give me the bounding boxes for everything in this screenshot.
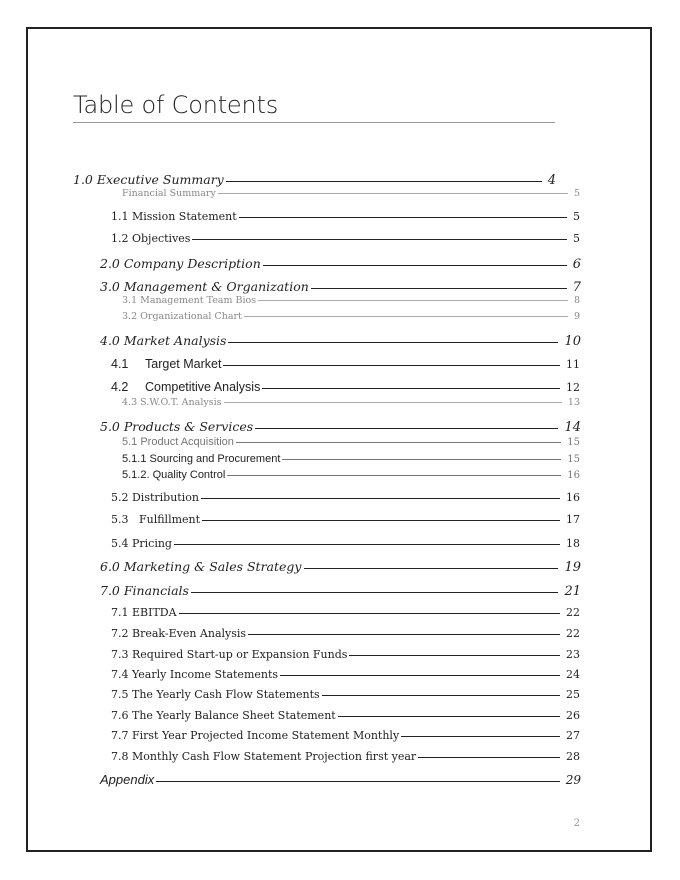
- toc-entry-page: 15: [567, 437, 580, 448]
- toc-entry-distribution[interactable]: [111, 491, 580, 511]
- dot-leader: [280, 675, 560, 676]
- dot-leader: [224, 402, 562, 403]
- toc-entry-label: 7.6 The Yearly Balance Sheet Statement: [111, 709, 336, 722]
- toc-entry-page: 7: [572, 280, 581, 295]
- toc-entry-page: 19: [564, 560, 581, 575]
- toc-entry-label: 7.7 First Year Projected Income Statement Monthly: [111, 729, 400, 742]
- toc-entry-label: 7.1 EBITDA: [111, 606, 177, 619]
- toc-entry-page: 16: [566, 491, 580, 504]
- toc-entry-label: 5.1.1 Sourcing and Procurement: [122, 453, 281, 465]
- dot-leader: [349, 655, 560, 656]
- toc-entry-monthly-cash-flow[interactable]: [111, 750, 580, 770]
- dot-leader: [255, 428, 558, 429]
- dot-leader: [263, 265, 567, 266]
- toc-entry-page: 21: [564, 584, 581, 599]
- toc-entry-label: Appendix: [100, 772, 155, 787]
- toc-entry-page: 15: [567, 454, 580, 465]
- toc-entry-page: 27: [566, 729, 580, 742]
- toc-entry-page: 18: [566, 537, 580, 550]
- dot-leader: [262, 388, 560, 389]
- dot-leader: [191, 592, 559, 593]
- toc-entry-yearly-income[interactable]: [111, 668, 580, 688]
- toc-entry-number: 4.2: [111, 380, 129, 394]
- dot-leader: [322, 695, 560, 696]
- dot-leader: [156, 781, 560, 782]
- toc-entry-label: 3.0 Management & Organization: [100, 279, 309, 294]
- toc-entry-label: 2.0 Company Description: [100, 256, 261, 271]
- dot-leader: [239, 217, 567, 218]
- toc-entry-company-description[interactable]: [100, 256, 581, 276]
- toc-entry-page: 9: [573, 311, 580, 322]
- dot-leader: [192, 239, 567, 240]
- toc-entry-page: 10: [564, 334, 581, 349]
- dot-leader: [226, 181, 542, 182]
- toc-entry-page: 16: [567, 470, 580, 481]
- toc-entry-balance-sheet[interactable]: [111, 709, 580, 729]
- toc-entry-page: 26: [566, 709, 580, 722]
- dot-leader: [338, 716, 560, 717]
- toc-entry-financials[interactable]: [100, 583, 581, 603]
- toc-entry-page: 17: [566, 513, 580, 526]
- toc-entry-startup-funds[interactable]: [111, 648, 580, 668]
- dot-leader: [248, 634, 560, 635]
- toc-entry-label: 4.0 Market Analysis: [100, 333, 227, 348]
- toc-entry-projected-income[interactable]: [111, 729, 580, 749]
- toc-entry-label: 7.3 Required Start-up or Expansion Funds: [111, 648, 348, 661]
- toc-entry-organizational-chart[interactable]: [122, 311, 580, 331]
- dot-leader: [401, 736, 560, 737]
- toc-entry-page: 5: [573, 188, 580, 199]
- toc-entry-page: 24: [566, 668, 580, 681]
- toc-entry-financial-summary[interactable]: [122, 188, 580, 208]
- toc-entry-page: 14: [564, 420, 581, 435]
- toc-entry-label: Financial Summary: [122, 188, 216, 199]
- toc-entry-label: 7.2 Break-Even Analysis: [111, 627, 247, 640]
- toc-entry-label: 5.0 Products & Services: [100, 419, 254, 434]
- toc-entry-page: 25: [566, 688, 580, 701]
- toc-entry-label: 5.4 Pricing: [111, 537, 172, 550]
- toc-entry-label: Competitive Analysis: [145, 380, 261, 394]
- toc-entry-label: 7.0 Financials: [100, 583, 189, 598]
- toc-entry-market-analysis[interactable]: [100, 333, 581, 353]
- toc-entry-page: 6: [572, 257, 581, 272]
- toc-entry-label: 3.2 Organizational Chart: [122, 311, 242, 322]
- dot-leader: [218, 193, 568, 194]
- toc-entry-marketing-sales[interactable]: [100, 559, 581, 579]
- toc-entry-objectives[interactable]: [111, 232, 580, 252]
- toc-entry-page: 13: [567, 397, 580, 408]
- toc-entry-mission-statement[interactable]: [111, 210, 580, 230]
- toc-entry-label: 7.4 Yearly Income Statements: [111, 668, 279, 681]
- toc-entry-page: 22: [566, 606, 580, 619]
- toc-entry-page: 5: [573, 210, 580, 223]
- toc-entry-page: 5: [573, 232, 580, 245]
- toc-entry-label: 3.1 Management Team Bios: [122, 295, 257, 306]
- toc-entry-fulfillment[interactable]: [111, 513, 580, 533]
- toc-entry-number: 4.1: [111, 357, 129, 371]
- toc-entry-label: 5.1.2. Quality Control: [122, 469, 226, 481]
- dot-leader: [179, 613, 560, 614]
- dot-leader: [202, 520, 560, 521]
- toc-entry-ebitda[interactable]: [111, 606, 580, 626]
- dot-leader: [228, 342, 558, 343]
- toc-entry-label: 5.1 Product Acquisition: [122, 436, 234, 448]
- toc-entry-label: 1.1 Mission Statement: [111, 210, 237, 223]
- dot-leader: [174, 544, 560, 545]
- toc-entry-label: 1.2 Objectives: [111, 232, 191, 245]
- toc-entry-label: 1.0 Executive Summary: [73, 172, 224, 187]
- toc-entry-label: 7.5 The Yearly Cash Flow Statements: [111, 688, 320, 701]
- toc-entry-pricing[interactable]: [111, 537, 580, 557]
- dot-leader: [311, 288, 567, 289]
- toc-entry-appendix[interactable]: [100, 772, 581, 792]
- dot-leader: [258, 300, 568, 301]
- toc-entry-yearly-cash-flow[interactable]: [111, 688, 580, 708]
- toc-entry-label: 5.3 Fulfillment: [111, 513, 201, 526]
- toc-entry-quality-control[interactable]: [122, 469, 580, 489]
- dot-leader: [304, 568, 559, 569]
- dot-leader: [244, 316, 568, 317]
- toc-entry-label: 6.0 Marketing & Sales Strategy: [100, 559, 302, 574]
- dot-leader: [201, 498, 560, 499]
- toc-entry-label: 4.3 S.W.O.T. Analysis: [122, 397, 222, 408]
- page-title: Table of Contents: [73, 90, 555, 123]
- toc-entry-page: 8: [573, 295, 580, 306]
- toc-entry-label: 7.8 Monthly Cash Flow Statement Projection first year: [111, 750, 417, 763]
- toc-entry-page: 22: [566, 627, 580, 640]
- toc-entry-page: 12: [566, 381, 580, 394]
- toc-entry-page: 28: [566, 750, 580, 763]
- toc-entry-break-even[interactable]: [111, 627, 580, 647]
- toc-entry-target-market[interactable]: [111, 357, 580, 377]
- toc-entry-label: 5.2 Distribution: [111, 491, 199, 504]
- toc-entry-page: 23: [566, 648, 580, 661]
- toc-entry-page: 29: [565, 773, 581, 787]
- dot-leader: [282, 459, 561, 460]
- toc-entry-page: 11: [566, 358, 580, 371]
- dot-leader: [227, 475, 561, 476]
- dot-leader: [223, 365, 560, 366]
- dot-leader: [418, 757, 560, 758]
- dot-leader: [236, 442, 561, 443]
- toc-entry-page: 4: [547, 173, 556, 188]
- page-number: 2: [573, 818, 580, 829]
- toc-entry-swot-analysis[interactable]: [122, 397, 580, 417]
- toc-entry-label: Target Market: [145, 357, 222, 371]
